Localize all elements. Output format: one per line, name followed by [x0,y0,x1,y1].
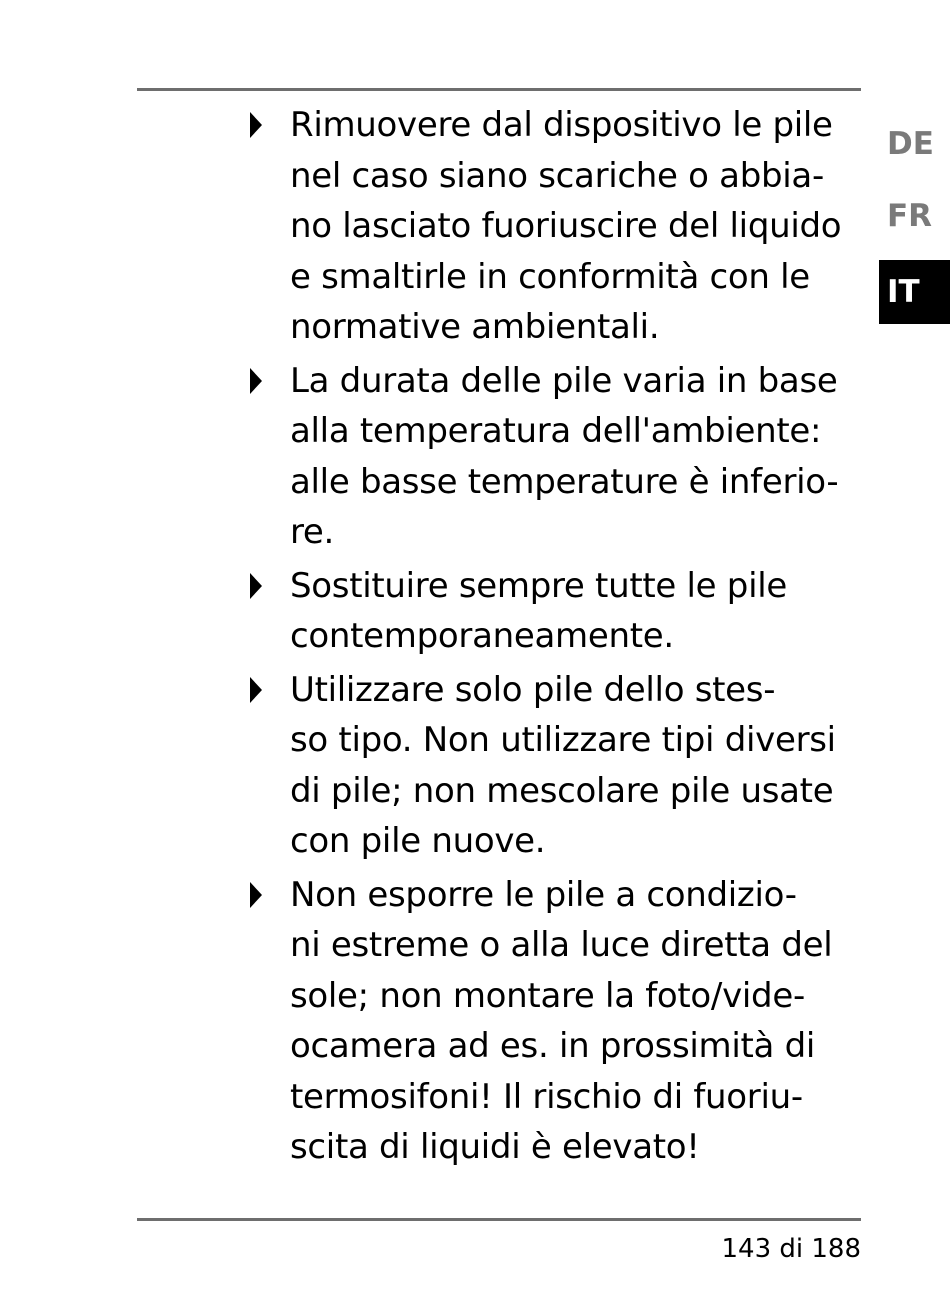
text-line: normative ambientali. [290,307,660,347]
text-line: nel caso siano scariche o abbia- [290,155,824,196]
text-line: con pile nuove. [290,821,546,861]
text-line: re. [290,512,335,552]
text-line: no lasciato fuoriuscire del liquido [290,206,842,246]
triangle-bullet-icon [246,561,290,611]
bullet-item [246,561,870,662]
text-line: Sostituire sempre tutte le pile [290,565,787,606]
text-line: scita di liquidi è elevato! [290,1127,700,1167]
triangle-bullet-icon [246,870,290,920]
language-tab-de[interactable]: DE [887,126,934,162]
text-line: e smaltirle in conformità con le [290,256,810,297]
safety-bullet-list [246,100,870,1176]
bullet-item [246,100,870,353]
triangle-bullet-icon [246,356,290,406]
bullet-item [246,665,870,867]
text-line: so tipo. Non utilizzare tipi diversi [290,720,836,760]
text-line: La durata delle pile varia in base [290,360,838,401]
text-line: alle basse temperature è inferio- [290,461,839,502]
triangle-bullet-icon [246,100,290,150]
top-divider [137,88,861,91]
language-tabs [879,108,950,324]
bullet-text [290,665,870,867]
bullet-item [246,870,870,1173]
bullet-text [290,561,870,662]
bullet-text [290,870,870,1173]
text-line: di pile; non mescolare pile usate [290,770,834,811]
triangle-bullet-icon [246,665,290,715]
language-tab-it[interactable]: IT [879,260,950,324]
text-line: sole; non montare la foto/vide- [290,975,805,1016]
text-line: alla temperatura dell'ambiente: [290,411,822,451]
text-line: contemporaneamente. [290,616,674,656]
text-line: ocamera ad es. in prossimità di [290,1026,816,1066]
bottom-divider [137,1218,861,1221]
language-tab-fr[interactable]: FR [887,198,933,234]
text-line: Rimuovere dal dispositivo le pile [290,105,833,145]
bullet-item [246,356,870,558]
text-line: ni estreme o alla luce diretta del [290,925,833,965]
text-line: Utilizzare solo pile dello stes- [290,669,776,710]
page-number: 143 di 188 [721,1234,861,1264]
bullet-text [290,356,870,558]
text-line: Non esporre le pile a condizio- [290,874,797,915]
bullet-text [290,100,870,353]
text-line: termosifoni! Il rischio di fuoriu- [290,1076,803,1117]
